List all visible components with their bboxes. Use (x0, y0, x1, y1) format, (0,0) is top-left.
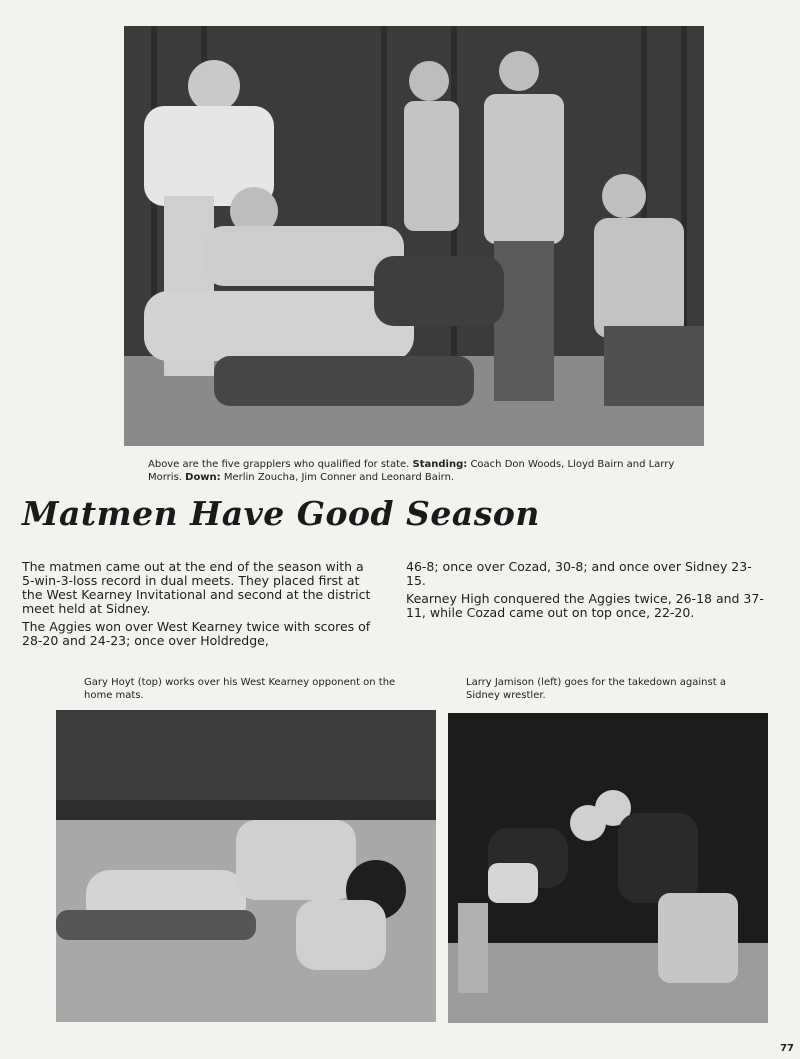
caption-standing-names: Coach Don Woods, Lloyd Bairn and Larry Morris. (148, 459, 675, 483)
team-photo (124, 26, 704, 446)
article-paragraph-2: The Aggies won over West Kearney twice with scores of 28-20 and 24-23; once over Holdredge, (22, 619, 371, 648)
left-wrestling-photo (56, 710, 436, 1022)
article-title: Matmen Have Good Season (22, 494, 540, 533)
caption-standing-label: Standing: (412, 459, 468, 470)
caption-lead: Above are the five grapplers who qualified for state. (148, 459, 413, 470)
caption-down-label: Down: (185, 472, 221, 483)
right-wrestling-photo (448, 713, 768, 1023)
page-number: 77 (780, 1043, 794, 1054)
caption-down-names: Merlin Zoucha, Jim Conner and Leonard Bairn. (220, 472, 455, 483)
article-paragraph-4: Kearney High conquered the Aggies twice, 26-18 and 37-11, while Cozad came out on top once, 22-20. (406, 591, 764, 620)
article-paragraph-3: 46-8; once over Cozad, 30-8; and once over Sidney 23-15. (406, 559, 752, 588)
team-photo-caption (148, 458, 688, 484)
right-photo-caption: Larry Jamison (left) goes for the takedown against a Sidney wrestler. (466, 677, 726, 701)
left-photo-caption: Gary Hoyt (top) works over his West Kearney opponent on the home mats. (84, 677, 396, 701)
article-paragraph-1: The matmen came out at the end of the season with a 5-win-3-loss record in dual meets. They placed first at the West Kearney Invitational and second at the district meet held at Sidney. (22, 559, 371, 616)
